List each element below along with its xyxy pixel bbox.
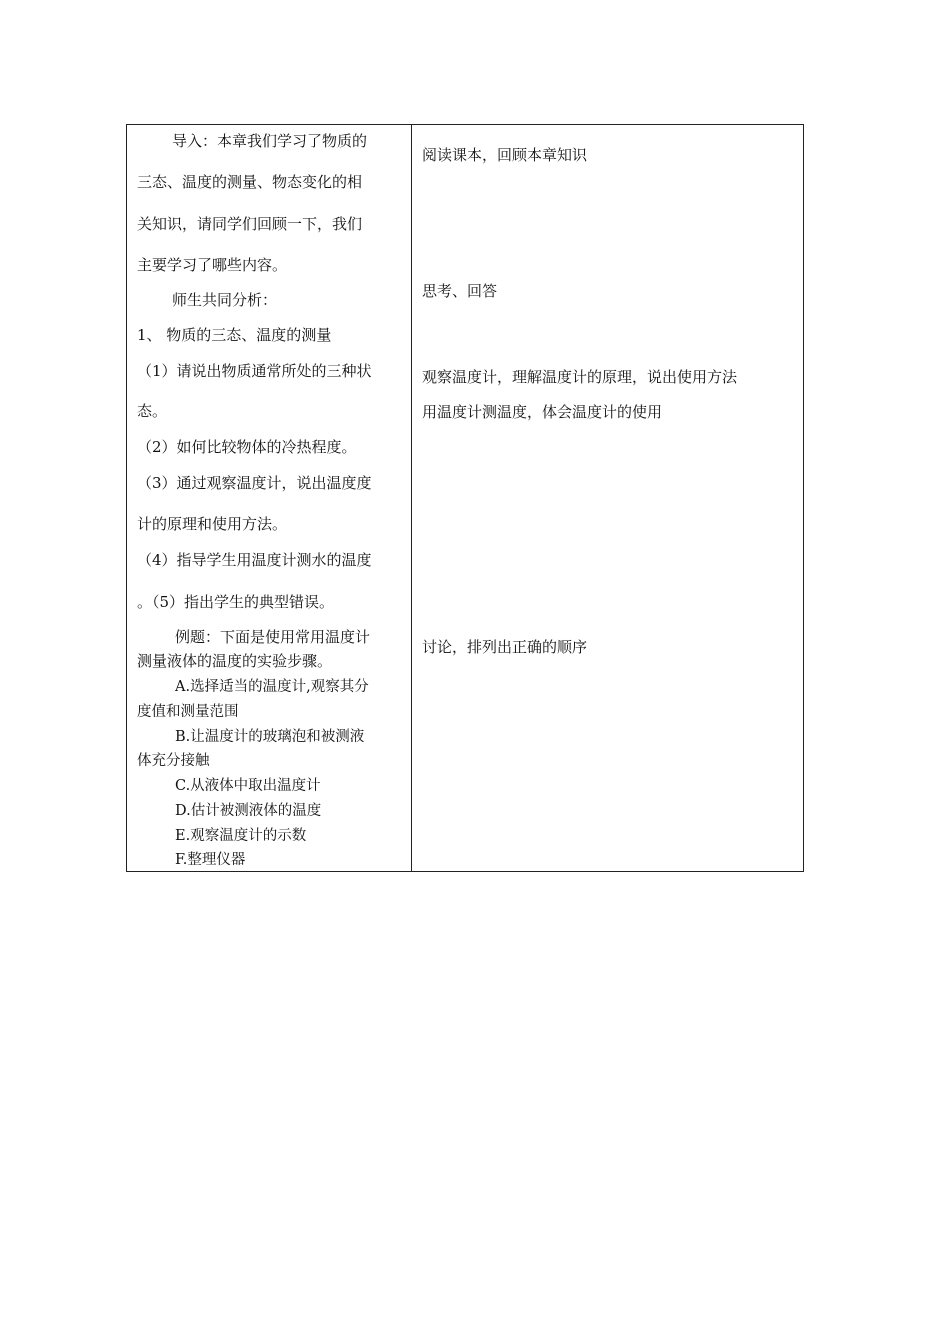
question-4: （4）指导学生用温度计测水的温度: [137, 551, 372, 569]
intro-line: 主要学习了哪些内容。: [137, 256, 288, 274]
intro-line: 导入：本章我们学习了物质的: [172, 132, 368, 150]
column-divider: [411, 125, 412, 871]
question-1: （1）请说出物质通常所处的三种状: [137, 362, 372, 380]
intro-line: 三态、温度的测量、物态变化的相: [137, 173, 363, 191]
step-line: 度值和测量范围: [137, 704, 239, 720]
activity-discuss: 讨论，排列出正确的顺序: [422, 638, 588, 656]
intro-line: 关知识，请同学们回顾一下，我们: [137, 215, 363, 233]
analysis-heading: 师生共同分析：: [172, 291, 278, 309]
step-line: D.估计被测液体的温度: [175, 803, 322, 819]
question-2: （2）如何比较物体的冷热程度。: [137, 438, 357, 456]
activity-measure: 用温度计测温度，体会温度计的使用: [422, 403, 663, 421]
question-3: （3）通过观察温度计，说出温度度: [137, 474, 372, 492]
activity-read: 阅读课本，回顾本章知识: [422, 146, 588, 164]
step-line: C.从液体中取出温度计: [175, 778, 321, 794]
step-line: F.整理仪器: [175, 852, 246, 868]
question-5: 。（5）指出学生的典型错误。: [137, 593, 335, 611]
example-line: 例题：下面是使用常用温度计: [175, 628, 371, 646]
step-line: A.选择适当的温度计,观察其分: [175, 679, 369, 695]
step-line: E.观察温度计的示数: [175, 828, 307, 844]
step-line: 体充分接触: [137, 753, 210, 769]
section-heading: 1、 物质的三态、温度的测量: [137, 326, 332, 344]
activity-observe: 观察温度计，理解温度计的原理，说出使用方法: [422, 368, 738, 386]
lesson-table: [126, 124, 804, 872]
step-line: B.让温度计的玻璃泡和被测液: [175, 729, 365, 745]
question-1-cont: 态。: [137, 402, 168, 420]
question-3-cont: 计的原理和使用方法。: [137, 515, 288, 533]
activity-think: 思考、回答: [422, 282, 498, 300]
example-line: 测量液体的温度的实验步骤。: [137, 652, 333, 670]
